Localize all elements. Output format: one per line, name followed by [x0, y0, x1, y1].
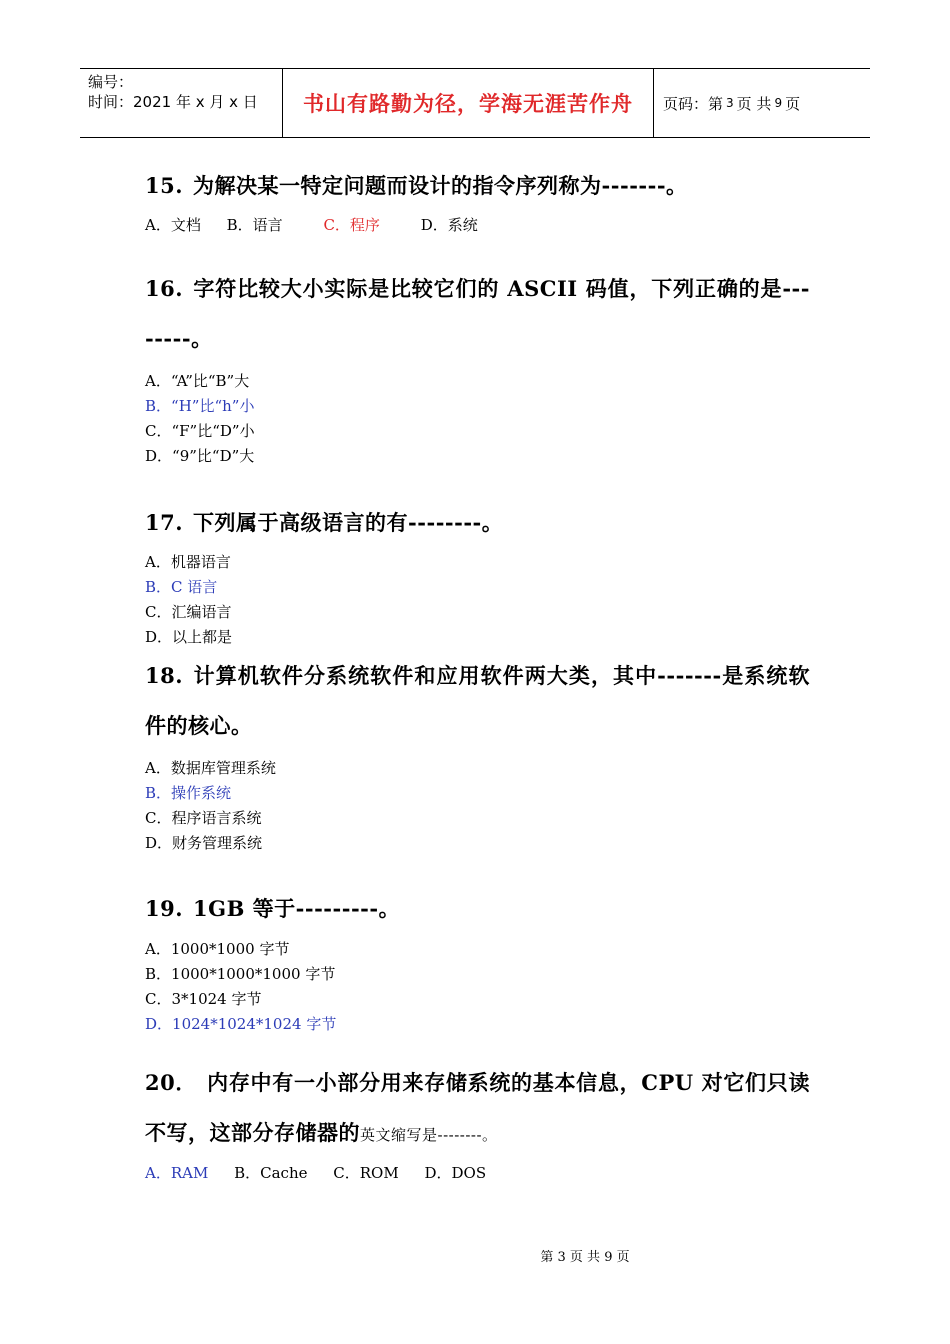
page-label-prefix: 页码：第: [663, 94, 724, 113]
option-d-answer: D．1024*1024*1024 字节: [145, 1015, 337, 1033]
option-c: C．3*1024 字节: [145, 990, 262, 1008]
question-20: [145, 1058, 810, 1160]
page-label-mid: 页 共: [736, 94, 772, 113]
option-b-answer: B．C 语言: [145, 578, 218, 596]
option-a: A．文档: [145, 216, 201, 234]
question-number: 20．: [145, 1070, 198, 1095]
option-b: B．语言: [226, 216, 283, 234]
question-number: 16.: [145, 276, 184, 301]
option-d: D．以上都是: [145, 628, 233, 646]
option-b: B．Cache: [234, 1164, 308, 1182]
page-current: 3: [726, 96, 734, 110]
option-b-answer: B．“H”比“h”小: [145, 397, 255, 415]
question-text-small: 英文缩写是--------。: [360, 1126, 498, 1144]
question-text: 为解决某一特定问题而设计的指令序列称为-------。: [193, 173, 688, 198]
option-d: D．“9”比“D”大: [145, 447, 255, 465]
option-c: C．ROM: [333, 1164, 399, 1182]
question-text: 1GB 等于---------。: [193, 896, 401, 921]
option-a: A．机器语言: [145, 553, 231, 571]
question-15-options: [145, 214, 499, 235]
option-b-answer: B．操作系统: [145, 784, 232, 802]
question-15: [145, 170, 810, 200]
question-text: 内存中有一小部分用来存储系统的基本信息，CPU 对它们只读不写，这部分存储器的: [145, 1070, 810, 1145]
question-18: [145, 651, 810, 751]
page-header: [80, 68, 870, 138]
question-20-options: [145, 1162, 507, 1183]
option-d: D．DOS: [424, 1164, 487, 1182]
option-c: C．汇编语言: [145, 603, 232, 621]
question-number: 19.: [145, 896, 184, 921]
question-17: [145, 507, 810, 537]
option-d: D．系统: [420, 216, 478, 234]
option-a: A．“A”比“B”大: [145, 372, 250, 390]
option-d: D．财务管理系统: [145, 834, 263, 852]
option-a: A．数据库管理系统: [145, 759, 276, 777]
question-16: [145, 264, 810, 364]
option-c: C．“F”比“D”小: [145, 422, 255, 440]
option-a: A．1000*1000 字节: [145, 940, 290, 958]
header-meta: [80, 69, 282, 137]
option-b: B．1000*1000*1000 字节: [145, 965, 336, 983]
question-text: 计算机软件分系统软件和应用软件两大类，其中-------是系统软件的核心。: [145, 663, 810, 738]
header-motto: 书山有路勤为径，学海无涯苦作舟: [282, 69, 654, 137]
question-number: 18.: [145, 663, 184, 688]
question-text: 字符比较大小实际是比较它们的 ASCII 码值，下列正确的是--------。: [145, 276, 810, 351]
page-total: 9: [774, 96, 783, 110]
header-page-info: [654, 69, 870, 137]
option-c-answer: C．程序: [323, 216, 380, 234]
question-number: 15.: [145, 173, 184, 198]
question-19: [145, 893, 810, 923]
document-time: 时间：2021 年 x 月 x 日: [88, 93, 258, 111]
page-footer: 第 3 页 共 9 页: [540, 1250, 630, 1265]
option-c: C．程序语言系统: [145, 809, 262, 827]
document-number: 编号：: [88, 73, 134, 91]
option-a-answer: A．RAM: [145, 1164, 209, 1182]
page-label-suffix: 页: [785, 94, 801, 113]
question-text: 下列属于高级语言的有--------。: [193, 510, 504, 535]
question-number: 17.: [145, 510, 184, 535]
